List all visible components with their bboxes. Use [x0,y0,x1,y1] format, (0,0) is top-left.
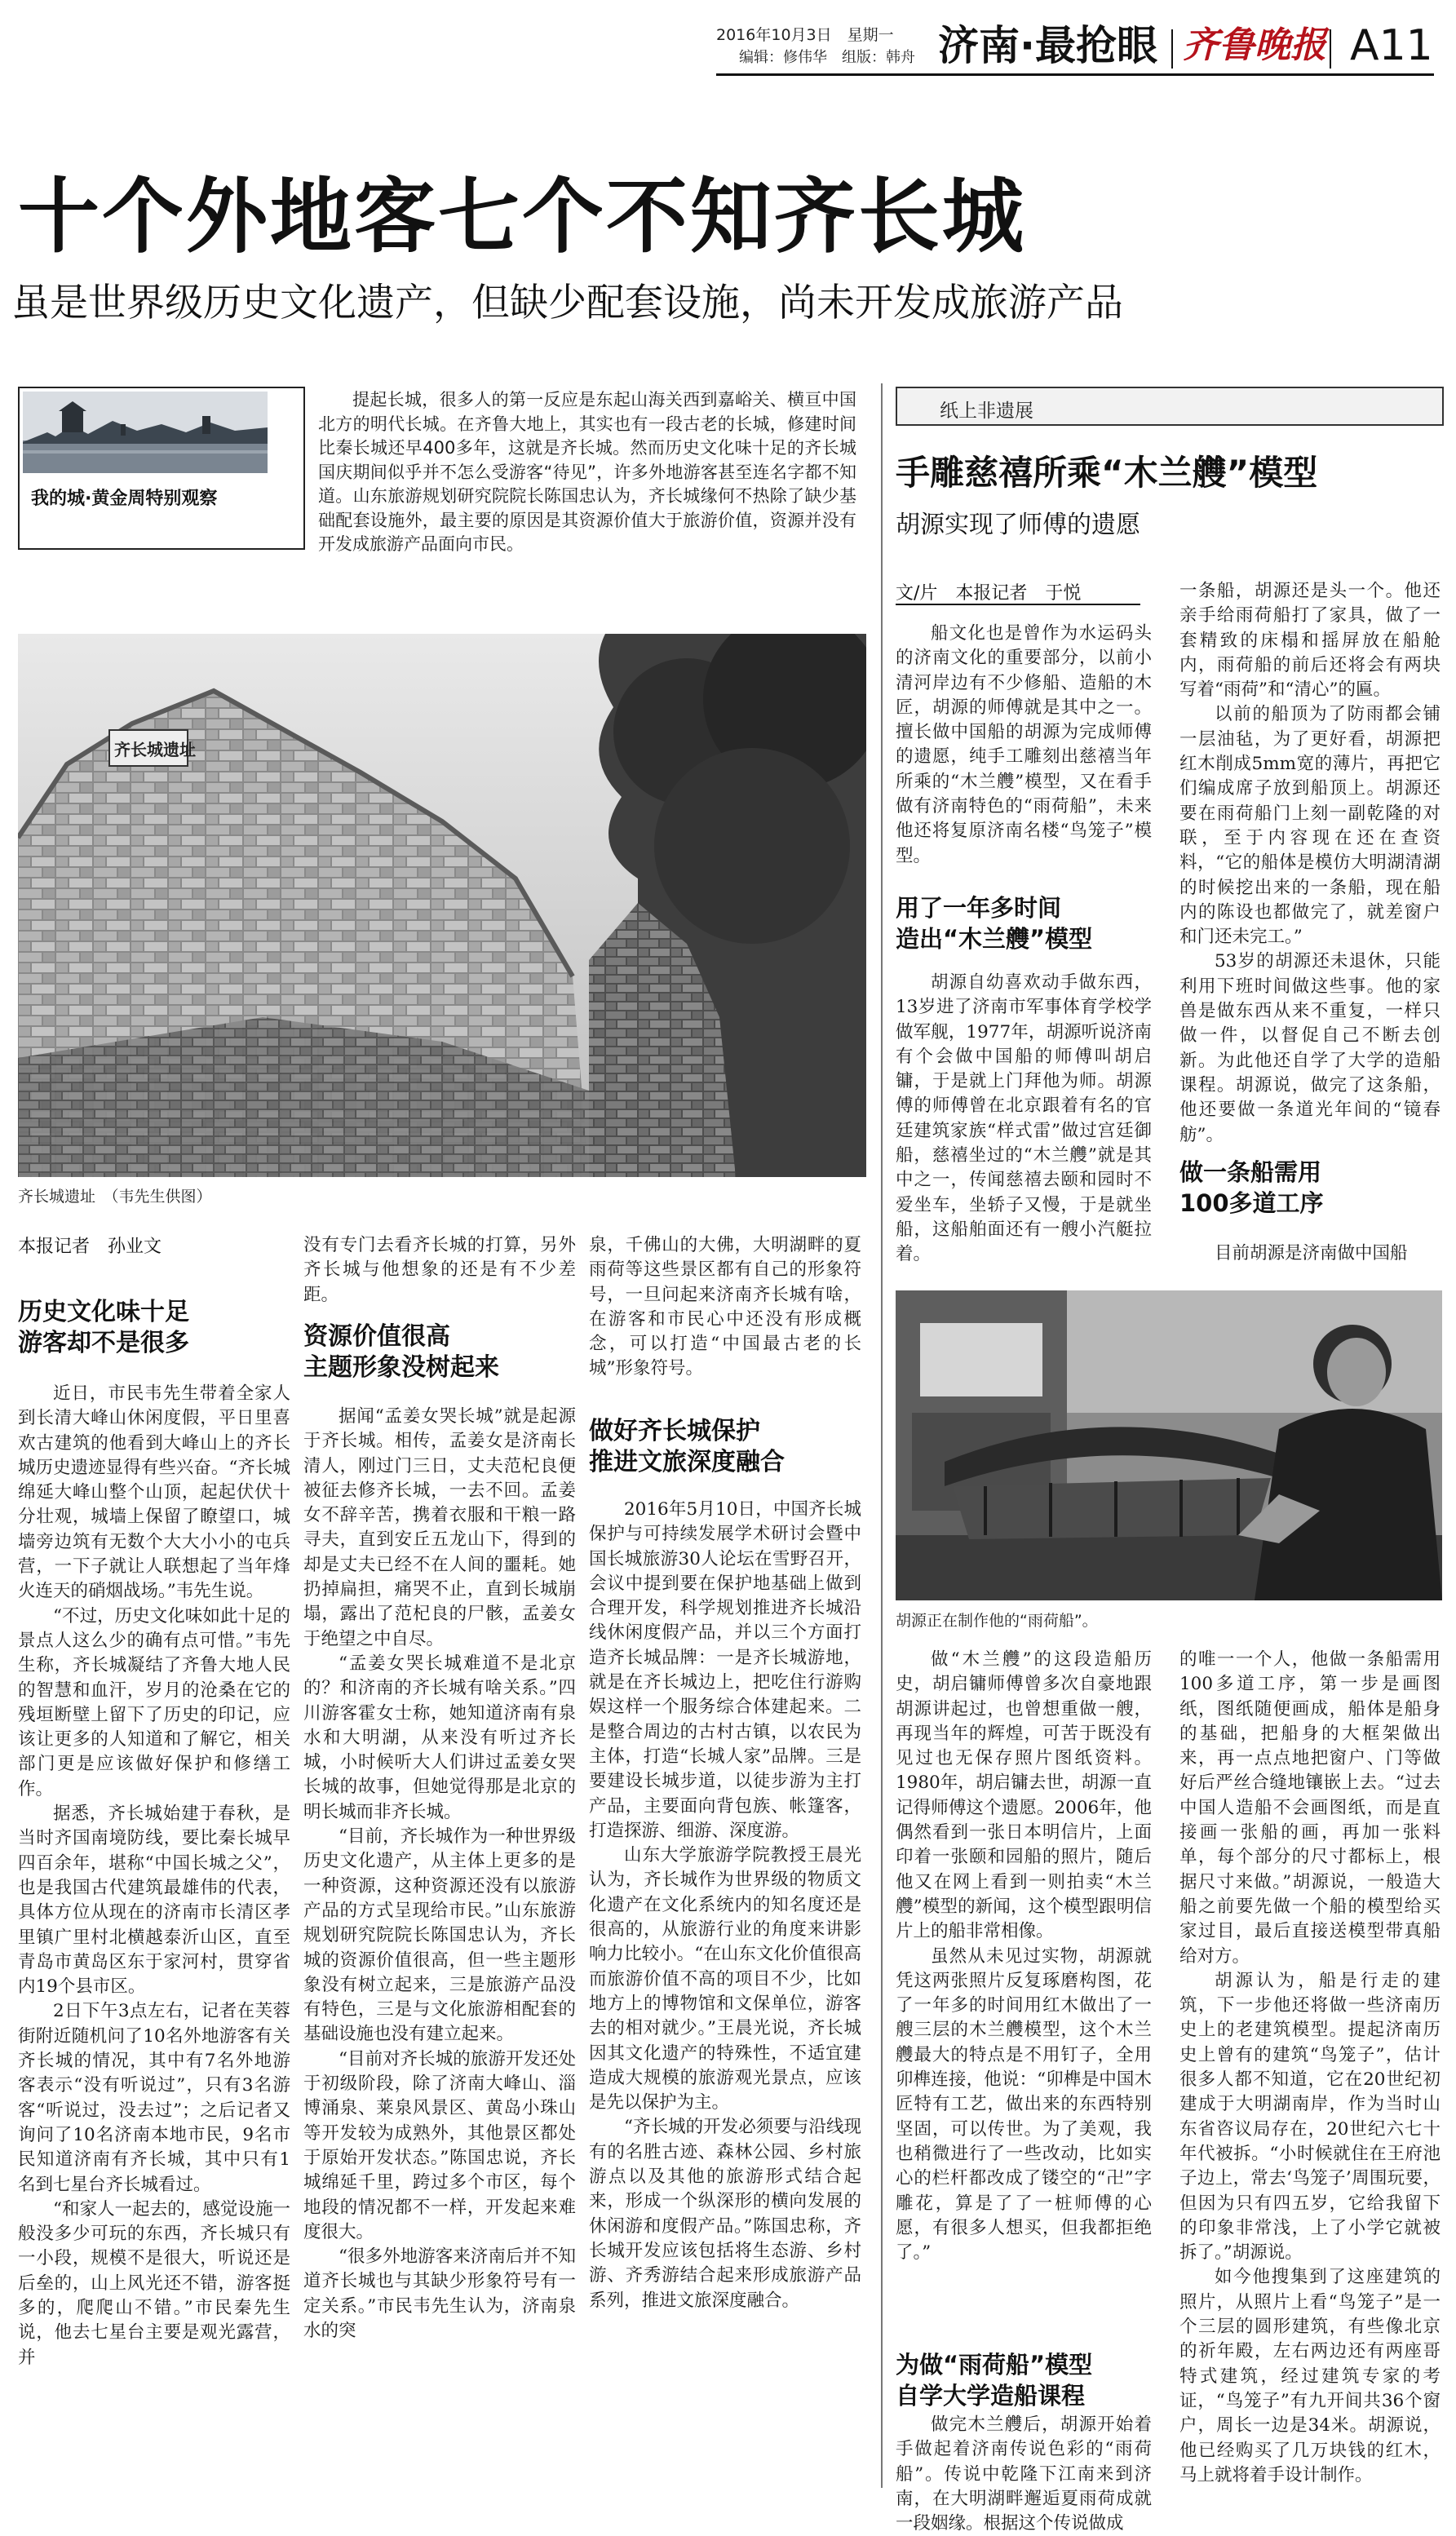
subhead-1: 历史文化味十足 游客却不是很多 [18,1298,189,1357]
right-subhead-1: 用了一年多时间 造出“木兰艭”模型 [896,894,1093,953]
section-title: 济南·最抢眼 [938,22,1157,69]
great-wall-ruins-photo [18,634,866,1177]
right-column-b-text: 一条船，胡源还是头一个。他还亲手给雨荷船打了家具，做了一套精致的床榻和摇屏放在船舱内，雨荷船的前后还将会有两块写着“雨荷”和“清心”的匾。 以前的船顶为了防雨都会铺一层油毡，为了更好看，胡源把红木削成5mm宽的薄片，再把它们编成席子放到船顶上。胡源还要在雨荷船门上刻一副乾隆的对联，至于内容现在还在查资料，“它的船体是模仿大明湖清湖的时候挖出来的一条船，现在船内的陈设也都做完了，就差窗户和门还未完工。” 53岁的胡源还未退休，只能利用下班时间做这些事。他的家兽是做东西从来不重复，一样只做一件，以督促自己不断去创新。为此他还自学了大学的造船课程。胡源说，做完了这条船，他还要做一条道光年间的“镜春舫”。 [1179,581,1441,1145]
editors-line: 编辑：修伟华 组版：韩舟 [739,49,915,66]
city-skyline-image [23,392,268,473]
column-2-text: 据闻“孟姜女哭长城”就是起源于齐长城。相传，孟姜女是济南长清人，刚过门三日，丈夫范杞良便被征去修齐长城，一去不回。孟姜女不辞辛苦，携着衣服和干粮一路寻夫，直到安丘五龙山下，得到的却是丈夫已经不在人间的噩耗。她扔掉扁担，痛哭不止，直到长城崩塌，露出了范杞良的尸骸，孟姜女于绝望之中自尽。 “孟姜女哭长城难道不是北京的？和济南的齐长城有啥关系。”四川游客霍女士称，她知道济南有泉水和大明湖，从来没有听过齐长城，小时候听大人们讲过孟姜女哭长城的故事，但她觉得那是北京的明长城而非齐长城。 “目前，齐长城作为一种世界级历史文化遗产，从主体上更多的是一种资源，这种资源还没有以旅游产品的方式呈现给市民。”山东旅游规划研究院院长陈国忠认为，齐长城的资源价值很高，但一些主题形象没有树立起来，三是旅游产品没有特色，三是与文化旅游相配套的基础设施也没有建立起来。 “目前对齐长城的旅游开发还处于初级阶段，除了济南大峰山、淄博涌泉、莱泉风景区、黄岛小珠山等开发较为成熟外，其他景区都处于原始开发状态。”陈国忠说，齐长城绵延千里，跨过多个市区，每个地段的情况都不一样，开发起来难度很大。 “很多外地游客来济南后并不知道齐长城也与其缺少形象符号有一定关系。”市民韦先生认为，济南泉水的突 [303,1406,576,2341]
headline: 十个外地客七个不知齐长城 [18,169,1026,264]
subhead-2: 资源价值很高 主题形象没树起来 [303,1322,499,1382]
right-tag: 纸上非遗展 [940,401,1033,422]
right-tag-box [896,387,1444,426]
column-tag: 我的城·黄金周特别观察 [31,489,218,509]
column-3-text: 2016年5月10日，中国齐长城保护与可持续发展学术研讨会暨中国长城旅游30人论坛在雪野召开，会议中提到要在保护地基础上做到合理开发，科学规划推进齐长城沿线休闲度假产品，并以三个方面打造齐长城品牌：一是齐长城游地，就是在齐长城边上，把吃住行游购娱这样一个服务综合体建起来。二是整合周边的古村古镇，以农民为主体，打造“长城人家”品牌。三是要建设长城步道，以徒步游为主打产品，主要面向背包族、帐篷客，打造探游、细游、深度游。 山东大学旅游学院教授王晨光认为，齐长城作为世界级的物质文化遗产在文化系统内的知名度还是很高的，从旅游行业的角度来讲影响力比较小。“在山东文化价值很高而旅游价值不高的项目不少，比如地方上的博物馆和文保单位，游客去的相对就少。”王晨光说，齐长城因其文化遗产的特殊性，不适宜建造成大规模的旅游观光景点，应该是先以保护为主。 “齐长城的开发必须要与沿线现有的名胜古迹、森林公园、乡村旅游点以及其他的旅游形式结合起来，形成一个纵深形的横向发展的休闲游和度假产品。”陈国忠称，齐长城开发应该包括将生态游、乡村游、齐秀游结合起来形成旅游产品系列，推进文旅深度融合。 [589,1499,861,2311]
header-divider-2 [1330,29,1331,69]
right-column-b-text-2: 目前胡源是济南做中国船 [1215,1243,1408,1264]
header-divider [1171,29,1173,69]
wall-sign-text: 齐长城遗址 [114,740,196,759]
right-column-a-text: 船文化也是曾作为水运码头的济南文化的重要部分，以前小清河岸边有不少修船、造船的木匠，胡源的师傅就是其中之一。擅长做中国船的胡源为完成师傅的遗愿，纯手工雕刻出慈禧当年所乘的“木兰艭”模型，又在看手做有济南特色的“雨荷船”，未来他还将复原济南名楼“鸟笼子”模型。 [896,623,1152,866]
right-subheadline: 胡源实现了师傅的遗愿 [896,511,1140,539]
byline-rule [896,604,1140,605]
column-1-text: 近日，市民韦先生带着全家人到长清大峰山休闲度假，平日里喜欢古建筑的他看到大峰山上的齐长城历史遗迹显得有些兴奋。“齐长城绵延大峰山整个山顶，起起伏伏十分壮观，城墙上保留了瞭望口，城墙旁边筑有无数个大大小小的屯兵营，一下子就让人联想起了当年烽火连天的硝烟战场。”韦先生说。 “不过，历史文化味如此十足的景点人这么少的确有点可惜。”韦先生称，齐长城凝结了齐鲁大地人民的智慧和血汗，岁月的沧桑在它的残垣断壁上留下了历史的印记，应该让更多的人知道和了解它，相关部门更是应该做好保护和修缮工作。 据悉，齐长城始建于春秋，是当时齐国南境防线，要比秦长城早四百余年，堪称“中国长城之父”，也是我国古代建筑最雄伟的代表，具体方位从现在的济南市长清区孝里镇广里村北横越泰沂山区，直至青岛市黄岛区东于家河村，贯穿省内19个县市区。 2日下午3点左右，记者在芙蓉街附近随机问了10名外地游客有关齐长城的情况，其中有7名外地游客表示“没有听说过”，只有3名游客“听说过，没去过”；之后记者又询问了10名济南本地市民，9名市民知道济南有齐长城，其中只有1名到七星台齐长城看过。 “和家人一起去的，感觉设施一般没多少可玩的东西，齐长城只有一小段，规模不是很大，听说还是后垒的，山上风光还不错，游客挺多的，爬爬山不错。”市民秦先生说，他去七星台主要是观光露营，并 [18,1383,290,2368]
issue-date: 2016年10月3日 星期一 [716,26,894,44]
right-headline: 手雕慈禧所乘“木兰艭”模型 [896,453,1318,493]
right-photo-caption: 胡源正在制作他的“雨荷船”。 [896,1612,1098,1630]
header-rule [716,73,1434,76]
right-subhead-2: 做一条船需用 100多道工序 [1179,1158,1324,1217]
main-photo-caption: 齐长城遗址 （韦先生供图） [18,1188,212,1206]
right-byline: 文/片 本报记者 于悦 [896,583,1082,604]
subheadline: 虽是世界级历史文化遗产，但缺少配套设施，尚未开发成旅游产品 [11,281,1123,325]
right-subhead-3: 为做“雨荷船”模型 自学大学造船课程 [896,2351,1093,2410]
page-number: A11 [1350,21,1433,70]
right-column-a-lower-text: 做“木兰艭”的这段造船历史，胡启镛师傅曾多次自豪地跟胡源讲起过，也曾想重做一艘，再现当年的辉煌，可苦于既没有见过也无保存照片图纸资料。1980年，胡启镛去世，胡源一直记得师傅这个遗愿。2006年，他偶然看到一张日本明信片，上面印着一张颐和园船的照片，随后他又在网上看到一则拍卖“木兰艭”模型的新闻，这个模型跟明信片上的船非常相像。 虽然从未见过实物，胡源就凭这两张照片反复琢磨构图，花了一年多的时间用红木做出了一艘三层的木兰艭模型，这个木兰艭最大的特点是不用钉子，全用卯榫连接，他说：“卯榫是中国木匠特有工艺，做出来的东西特别坚固，可以传世。为了美观，我也稍微进行了一些改动，比如实心的栏杆都改成了镂空的“卍”字雕花，算是了了一桩师傅的心愿，有很多人想买，但我都拒绝了。” [896,1649,1152,2264]
column-2-top-text: 没有专门去看齐长城的打算，另外齐长城与他想象的还是有不少差距。 [303,1235,576,1305]
column-tag-box [18,387,305,550]
lead-paragraph: 提起长城，很多人的第一反应是东起山海关西到嘉峪关、横亘中国北方的明代长城。在齐鲁大地上，其实也有一段古老的长城，修建时间比秦长城还早400多年，这就是齐长城。然而历史文化味十足的齐长城国庆期间似乎并不怎么受游客“待见”，许多外地游客甚至连名字都不知道。山东旅游规划研究院院长陈国忠认为，齐长城缘何不热除了缺少基础配套设施外，最主要的原因是其资源价值大于旅游价值，资源并没有开发成旅游产品面向市民。 [318,390,856,554]
column-3-top-text: 泉，千佛山的大佛，大明湖畔的夏雨荷等这些景区都有自己的形象符号，一旦问起来济南齐长城有啥，在游客和市民心中还没有形成概念，可以打造“中国最古老的长城”形象符号。 [589,1235,861,1379]
craftsman-photo [896,1290,1442,1600]
subhead-3: 做好齐长城保护 推进文旅深度融合 [589,1417,785,1476]
right-column-a-lower-text-2: 做完木兰艭后，胡源开始着手做起着济南传说色彩的“雨荷船”。传说中乾隆下江南来到济南，在大明湖畔邂逅夏雨荷成就一段姻缘。根据这个传说做成 [896,2414,1152,2534]
right-column-a-text-2: 胡源自幼喜欢动手做东西，13岁进了济南市军事体育学校学做军舰，1977年，胡源听说济南有个会做中国船的师傅叫胡启镛，于是就上门拜他为师。胡源傅的师傅曾在北京跟着有名的官廷建筑家族“样式雷”做过宫廷御船，慈禧坐过的“木兰艭”就是其中之一，传闻慈禧去颐和园时不爱坐车，坐轿子又慢，于是就坐船，这船舶面还有一艘小汽艇拉着。 [896,972,1152,1265]
newspaper-logo: 齐鲁晚报 [1183,24,1326,66]
left-byline: 本报记者 孙业文 [18,1237,162,1257]
right-column-b-lower-text: 的唯一一个人，他做一条船需用100多道工序，第一步是画图纸，图纸随便画成，船体是船身的基础，把船身的大框架做出来，再一点点地把窗户、门等做好后严丝合缝地镶嵌上去。“过去中国人造船不会画图纸，而是直接画一张船的画，再加一张料单，每个部分的尺寸都标上，根据尺寸来做。”胡源说，一般造大船之前要先做一个船的模型给买家过目，最后直接送模型带真船给对方。 胡源认为，船是行走的建筑，下一步他还将做一些济南历史上的老建筑模型。提起济南历史上曾有的建筑“鸟笼子”，估计很多人都不知道，它在20世纪初建成于大明湖南岸，作为当时山东省咨议局存在，20世纪六七十年代被拆。“小时候就住在王府池子边上，常去‘鸟笼子’周围玩要，但因为只有四五岁，它给我留下的印象非常浅，上了小学它就被拆了。”胡源说。 如今他搜集到了这座建筑的照片，从照片上看“鸟笼子”是一个三层的圆形建筑，有些像北京的祈年殿，左右两边还有两座哥特式建筑，经过建筑专家的考证，“鸟笼子”有九开间共36个窗户，周长一边是34米。胡源说，他已经购买了几万块钱的红木，马上就将着手设计制作。 [1179,1649,1441,2485]
article-divider [881,383,883,2488]
